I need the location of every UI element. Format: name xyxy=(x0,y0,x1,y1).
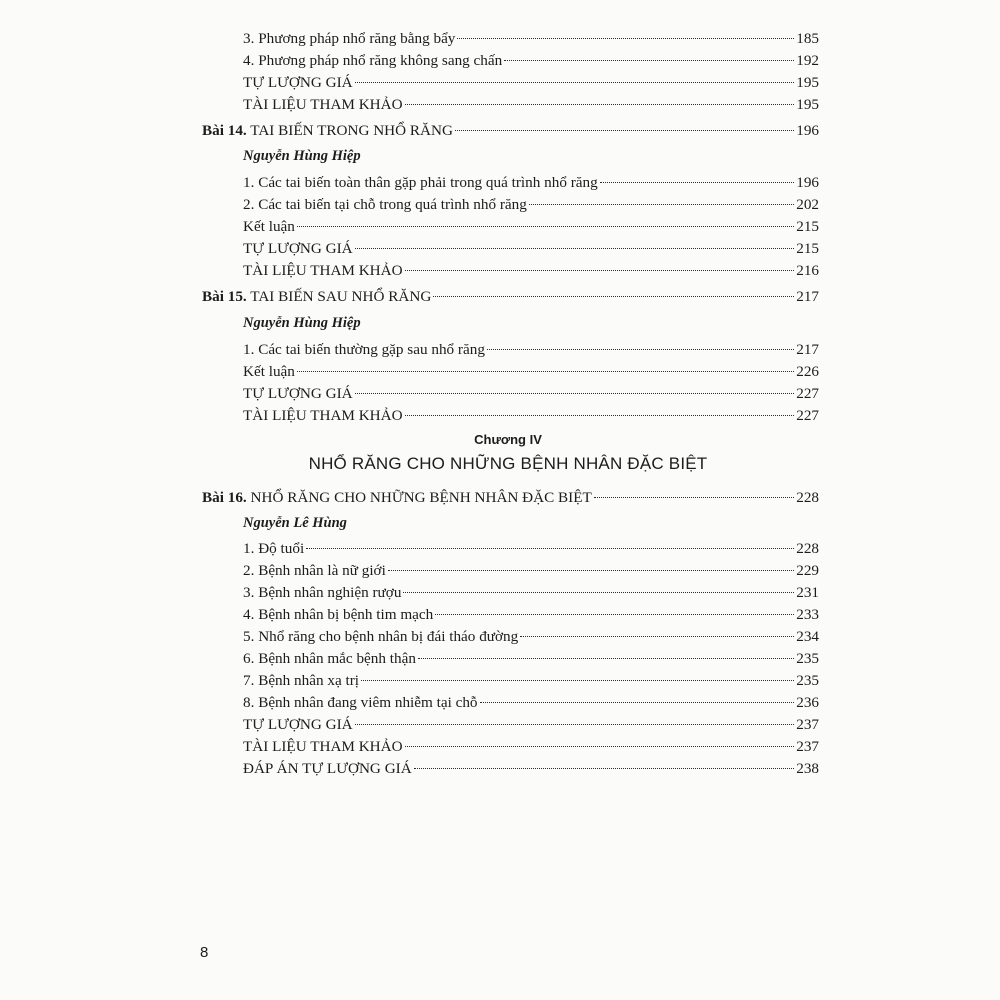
leader-dots xyxy=(405,415,795,416)
toc-entry-label: NHỔ RĂNG CHO NHỮNG BỆNH NHÂN ĐẶC BIỆT xyxy=(250,489,592,506)
toc-entry-label: Kết luận xyxy=(243,363,295,380)
toc-entry-page: 195 xyxy=(796,96,819,113)
toc-entry-label: 2. Bệnh nhân là nữ giới xyxy=(243,562,386,579)
toc-entry-page: 192 xyxy=(796,52,819,69)
toc-entry-page: 195 xyxy=(796,74,819,91)
toc-entry xyxy=(0,94,1000,116)
leader-dots xyxy=(355,248,795,249)
leader-dots xyxy=(457,38,794,39)
toc-entry-page: 196 xyxy=(796,122,819,139)
toc-lesson-entry xyxy=(0,286,1000,308)
chapter-label: Chương IV xyxy=(474,432,542,447)
toc-entry xyxy=(0,28,1000,50)
toc-lesson-entry xyxy=(0,487,1000,509)
leader-dots xyxy=(361,680,794,681)
leader-dots xyxy=(405,270,795,271)
toc-entry xyxy=(0,736,1000,758)
lesson-number: Bài 16. xyxy=(202,489,247,506)
toc-entry xyxy=(0,626,1000,648)
toc-entry xyxy=(0,758,1000,780)
toc-entry-page: 235 xyxy=(796,650,819,667)
toc-entry xyxy=(0,714,1000,736)
toc-entry-page: 226 xyxy=(796,363,819,380)
lesson-author: Nguyễn Hùng Hiệp xyxy=(243,148,361,164)
toc-entry-page: 237 xyxy=(796,738,819,755)
toc-entry-label: Kết luận xyxy=(243,218,295,235)
leader-dots xyxy=(435,614,794,615)
toc-entry-label: TÀI LIỆU THAM KHẢO xyxy=(243,96,403,113)
leader-dots xyxy=(455,130,794,131)
toc-entry-label: 3. Bệnh nhân nghiện rượu xyxy=(243,584,402,601)
toc-entry xyxy=(0,538,1000,560)
lesson-author: Nguyễn Hùng Hiệp xyxy=(243,315,361,331)
leader-dots xyxy=(355,82,795,83)
toc-entry xyxy=(0,670,1000,692)
toc-entry-page: 238 xyxy=(796,760,819,777)
leader-dots xyxy=(433,296,794,297)
leader-dots xyxy=(405,746,795,747)
toc-entry-page: 227 xyxy=(796,407,819,424)
toc-entry-label: 3. Phương pháp nhổ răng bằng bẩy xyxy=(243,30,456,47)
toc-entry-label: ĐÁP ÁN TỰ LƯỢNG GIÁ xyxy=(243,760,412,777)
toc-entry-label: TÀI LIỆU THAM KHẢO xyxy=(243,407,403,424)
toc-entry-label: 6. Bệnh nhân mắc bệnh thận xyxy=(243,650,416,667)
toc-entry-label: TAI BIẾN SAU NHỔ RĂNG xyxy=(250,288,432,305)
toc-entry-page: 185 xyxy=(796,30,819,47)
leader-dots xyxy=(297,226,794,227)
toc-entry-label: TÀI LIỆU THAM KHẢO xyxy=(243,262,403,279)
leader-dots xyxy=(403,592,794,593)
toc-entry xyxy=(0,405,1000,427)
toc-entry-page: 237 xyxy=(796,716,819,733)
leader-dots xyxy=(520,636,794,637)
toc-entry-label: TỰ LƯỢNG GIÁ xyxy=(243,716,353,733)
toc-entry-label: TAI BIẾN TRONG NHỔ RĂNG xyxy=(250,122,453,139)
lesson-number: Bài 15. xyxy=(202,288,247,305)
toc-entry-page: 231 xyxy=(796,584,819,601)
leader-dots xyxy=(480,702,795,703)
leader-dots xyxy=(414,768,795,769)
toc-entry-page: 228 xyxy=(796,540,819,557)
toc-entry-page: 216 xyxy=(796,262,819,279)
toc-entry-label: TỰ LƯỢNG GIÁ xyxy=(243,74,353,91)
toc-entry-label: 1. Độ tuổi xyxy=(243,540,305,557)
toc-entry-label: 1. Các tai biến thường gặp sau nhổ răng xyxy=(243,341,485,358)
page-number: 8 xyxy=(200,944,209,961)
toc-entry xyxy=(0,216,1000,238)
toc-entry-page: 217 xyxy=(796,288,819,305)
toc-entry xyxy=(0,72,1000,94)
toc-entry xyxy=(0,383,1000,405)
leader-dots xyxy=(306,548,794,549)
toc-entry-label: 4. Phương pháp nhổ răng không sang chấn xyxy=(243,52,503,69)
toc-entry xyxy=(0,339,1000,361)
leader-dots xyxy=(487,349,794,350)
leader-dots xyxy=(388,570,794,571)
toc-entry-page: 202 xyxy=(796,196,819,213)
leader-dots xyxy=(418,658,794,659)
toc-entry xyxy=(0,560,1000,582)
leader-dots xyxy=(405,104,795,105)
toc-entry-label: 5. Nhổ răng cho bệnh nhân bị đái tháo đường xyxy=(243,628,519,645)
toc-entry-label: 1. Các tai biến toàn thân gặp phải trong quá trình nhổ răng xyxy=(243,174,598,191)
toc-entry-page: 217 xyxy=(796,341,819,358)
toc-entry-page: 227 xyxy=(796,385,819,402)
toc-entry-label: TỰ LƯỢNG GIÁ xyxy=(243,240,353,257)
leader-dots xyxy=(594,497,794,498)
leader-dots xyxy=(355,724,795,725)
toc-entry-page: 215 xyxy=(796,218,819,235)
toc-entry-page: 229 xyxy=(796,562,819,579)
toc-entry xyxy=(0,361,1000,383)
toc-entry xyxy=(0,604,1000,626)
leader-dots xyxy=(297,371,794,372)
toc-entry-page: 234 xyxy=(796,628,819,645)
toc-entry-page: 215 xyxy=(796,240,819,257)
toc-lesson-entry xyxy=(0,120,1000,142)
toc-entry xyxy=(0,692,1000,714)
toc-entry-page: 196 xyxy=(796,174,819,191)
toc-entry xyxy=(0,260,1000,282)
leader-dots xyxy=(529,204,794,205)
chapter-title: NHỔ RĂNG CHO NHỮNG BỆNH NHÂN ĐẶC BIỆT xyxy=(308,454,708,473)
toc-entry-page: 236 xyxy=(796,694,819,711)
toc-entry-label: 7. Bệnh nhân xạ trị xyxy=(243,672,359,689)
lesson-author: Nguyễn Lê Hùng xyxy=(243,515,347,531)
toc-entry-label: TỰ LƯỢNG GIÁ xyxy=(243,385,353,402)
leader-dots xyxy=(504,60,794,61)
toc-entry-label: TÀI LIỆU THAM KHẢO xyxy=(243,738,403,755)
leader-dots xyxy=(355,393,795,394)
toc-entry-label: 4. Bệnh nhân bị bệnh tim mạch xyxy=(243,606,434,623)
toc-entry xyxy=(0,172,1000,194)
toc-entry-label: 8. Bệnh nhân đang viêm nhiễm tại chỗ xyxy=(243,694,478,711)
toc-entry xyxy=(0,648,1000,670)
toc-entry xyxy=(0,194,1000,216)
toc-entry xyxy=(0,50,1000,72)
toc-entry-page: 235 xyxy=(796,672,819,689)
toc-entry xyxy=(0,582,1000,604)
lesson-number: Bài 14. xyxy=(202,122,247,139)
toc-entry xyxy=(0,238,1000,260)
toc-entry-label: 2. Các tai biến tại chỗ trong quá trình nhổ răng xyxy=(243,196,527,213)
toc-entry-page: 233 xyxy=(796,606,819,623)
toc-entry-page: 228 xyxy=(796,489,819,506)
leader-dots xyxy=(600,182,795,183)
